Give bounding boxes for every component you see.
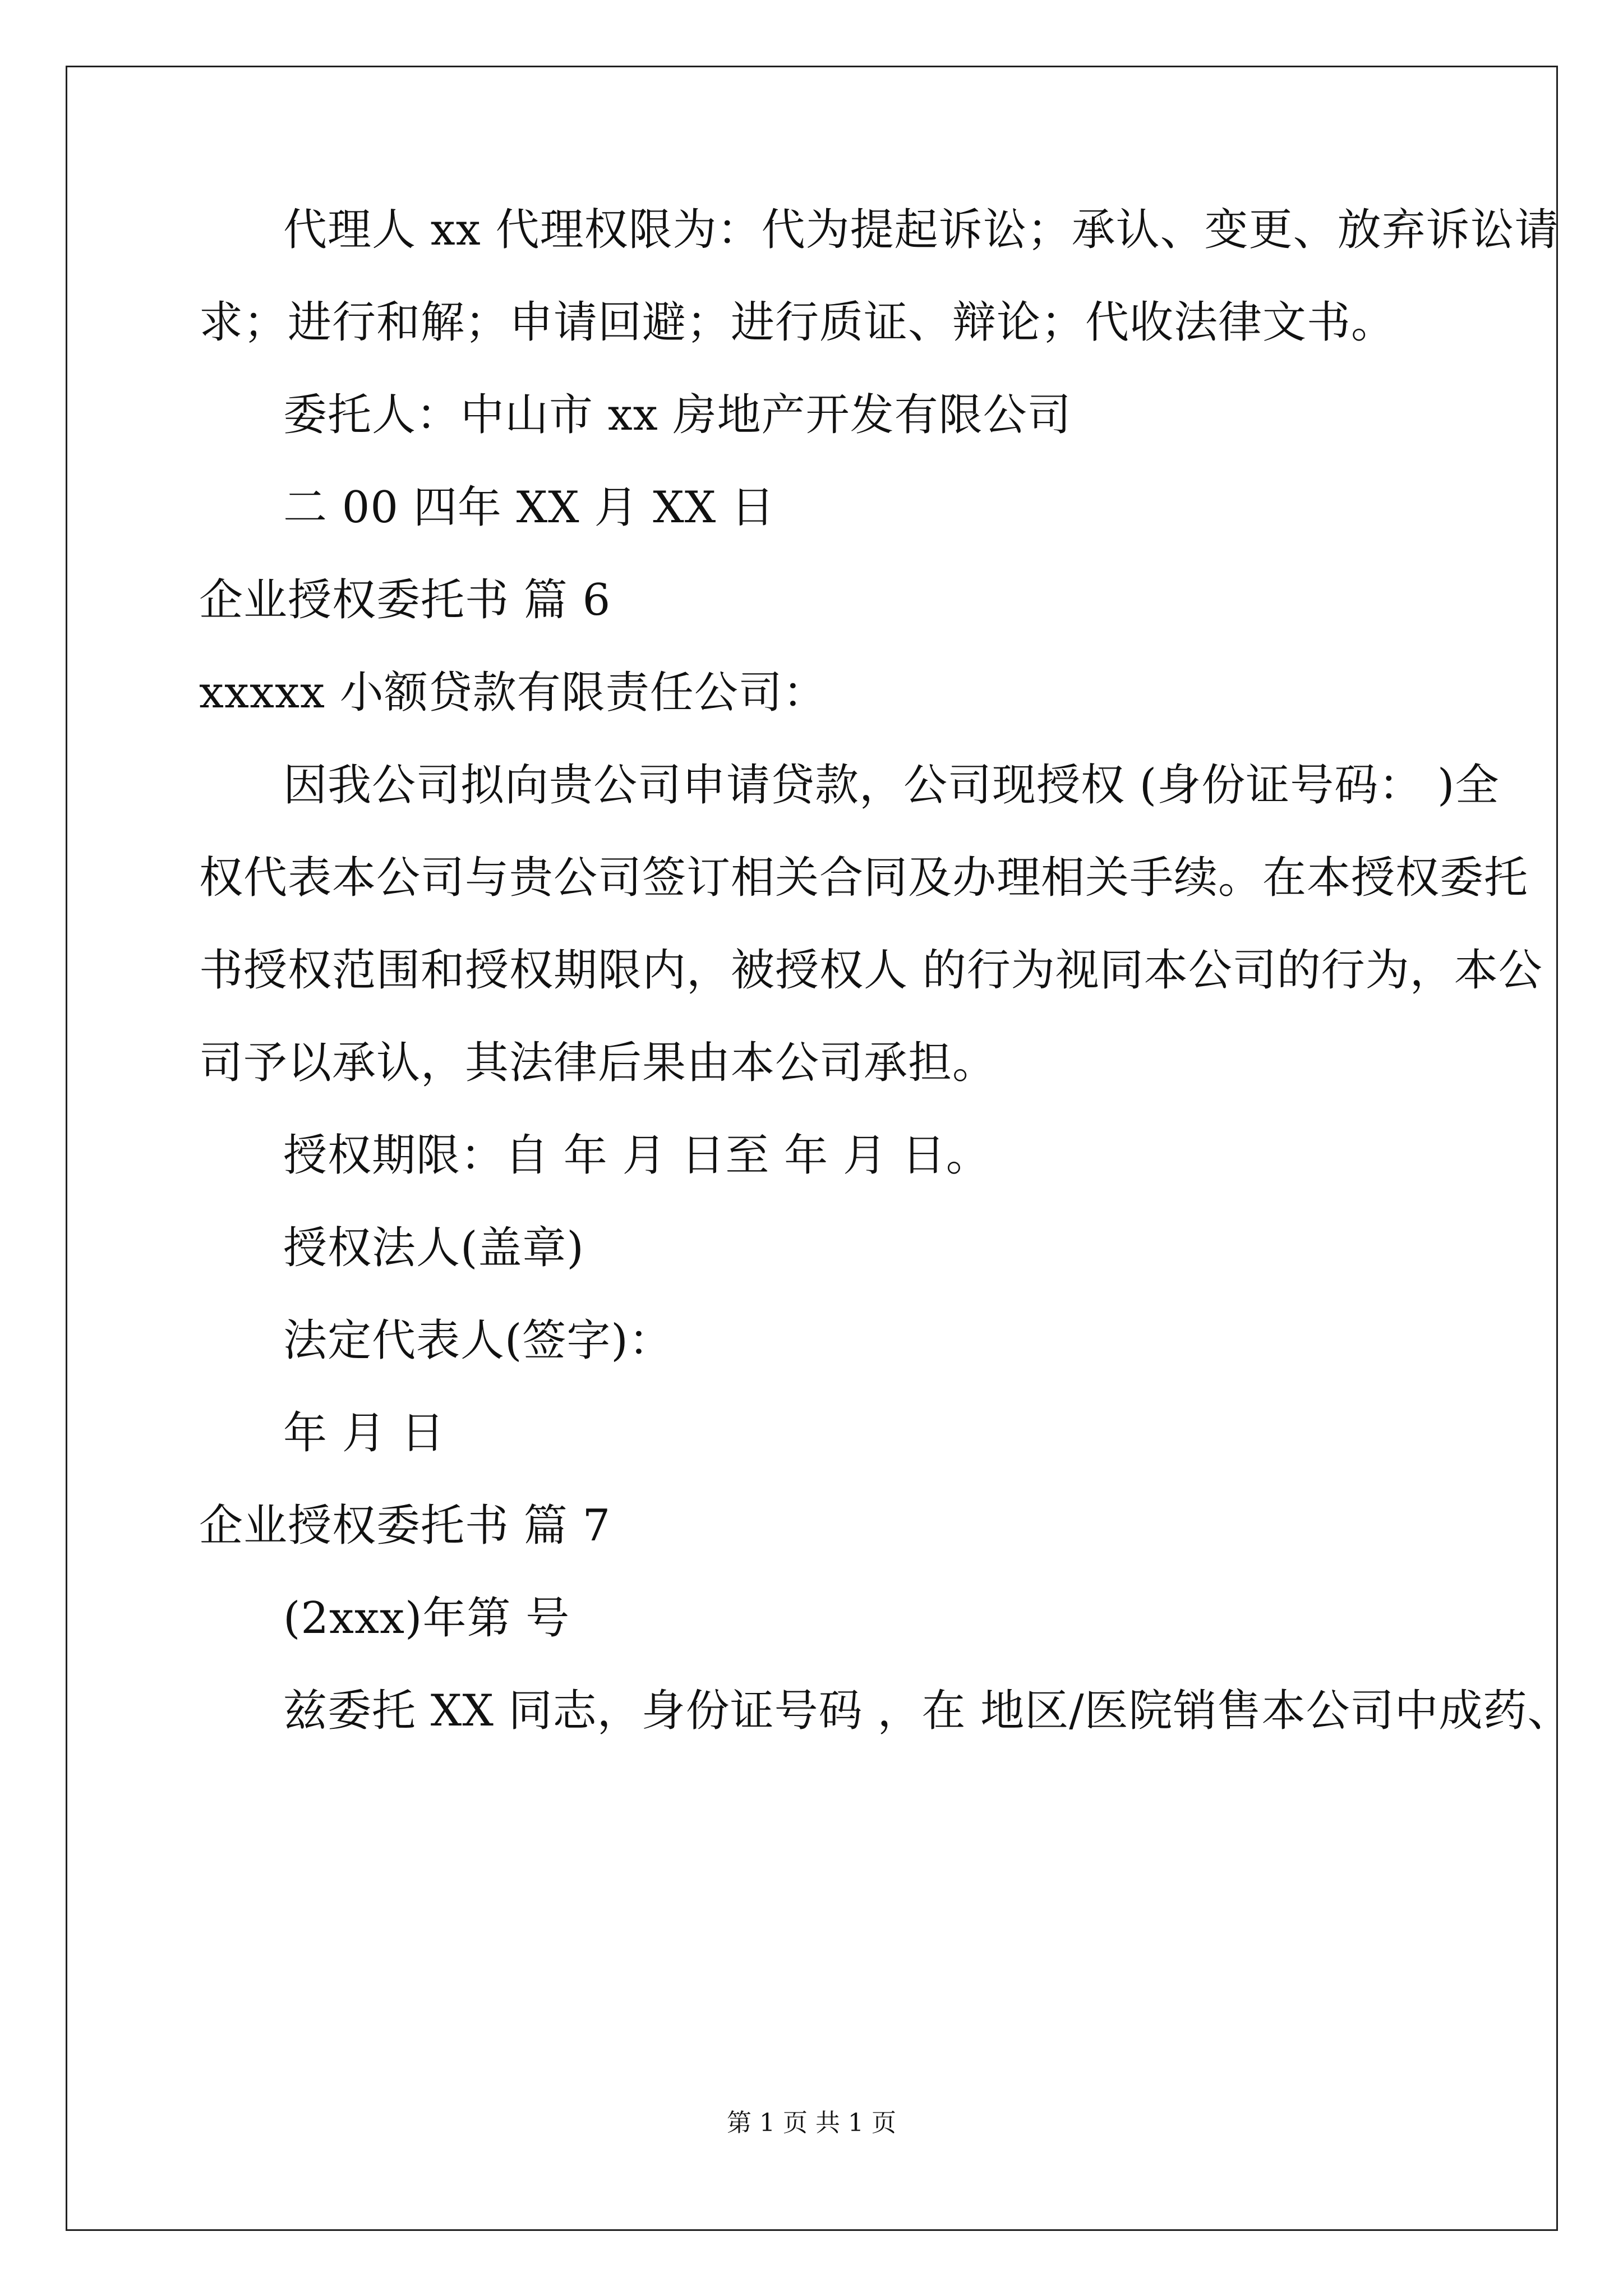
paragraph-line: 求；进行和解；申请回避；进行质证、辩论；代收法律文书。 (199, 297, 1396, 348)
addressee-line: xxxxx 小额贷款有限责任公司： (199, 668, 827, 718)
paragraph-line: 授权期限：自 年 月 日至 年 月 日。 (283, 1130, 990, 1181)
paragraph-line: (2xxx)年第 号 (283, 1593, 570, 1644)
date-line: 二 00 四年 XX 月 XX 日 (283, 482, 776, 533)
date-line: 年 月 日 (283, 1408, 445, 1458)
paragraph-line: 委托人：中山市 xx 房地产开发有限公司 (283, 390, 1072, 440)
paragraph-line: 兹委托 XX 同志，身份证号码 ，在 地区/医院销售本公司中成药、 (283, 1686, 1572, 1736)
paragraph-line: 司予以承认，其法律后果由本公司承担。 (199, 1038, 997, 1088)
paragraph-line: 因我公司拟向贵公司申请贷款，公司现授权 (身份证号码： )全 (283, 760, 1500, 811)
page-footer: 第 1 页 共 1 页 (727, 2109, 896, 2137)
paragraph-line: 书授权范围和授权期限内，被授权人 的行为视同本公司的行为，本公 (199, 945, 1543, 996)
signature-line: 法定代表人(签字)： (283, 1315, 673, 1366)
signature-line: 授权法人(盖章) (283, 1223, 584, 1273)
section-heading: 企业授权委托书 篇 7 (199, 1501, 611, 1551)
paragraph-line: 代理人 xx 代理权限为：代为提起诉讼；承认、变更、放弃诉讼请 (283, 205, 1559, 255)
paragraph-line: 权代表本公司与贵公司签订相关合同及办理相关手续。在本授权委托 (199, 853, 1529, 903)
section-heading: 企业授权委托书 篇 6 (199, 575, 611, 625)
